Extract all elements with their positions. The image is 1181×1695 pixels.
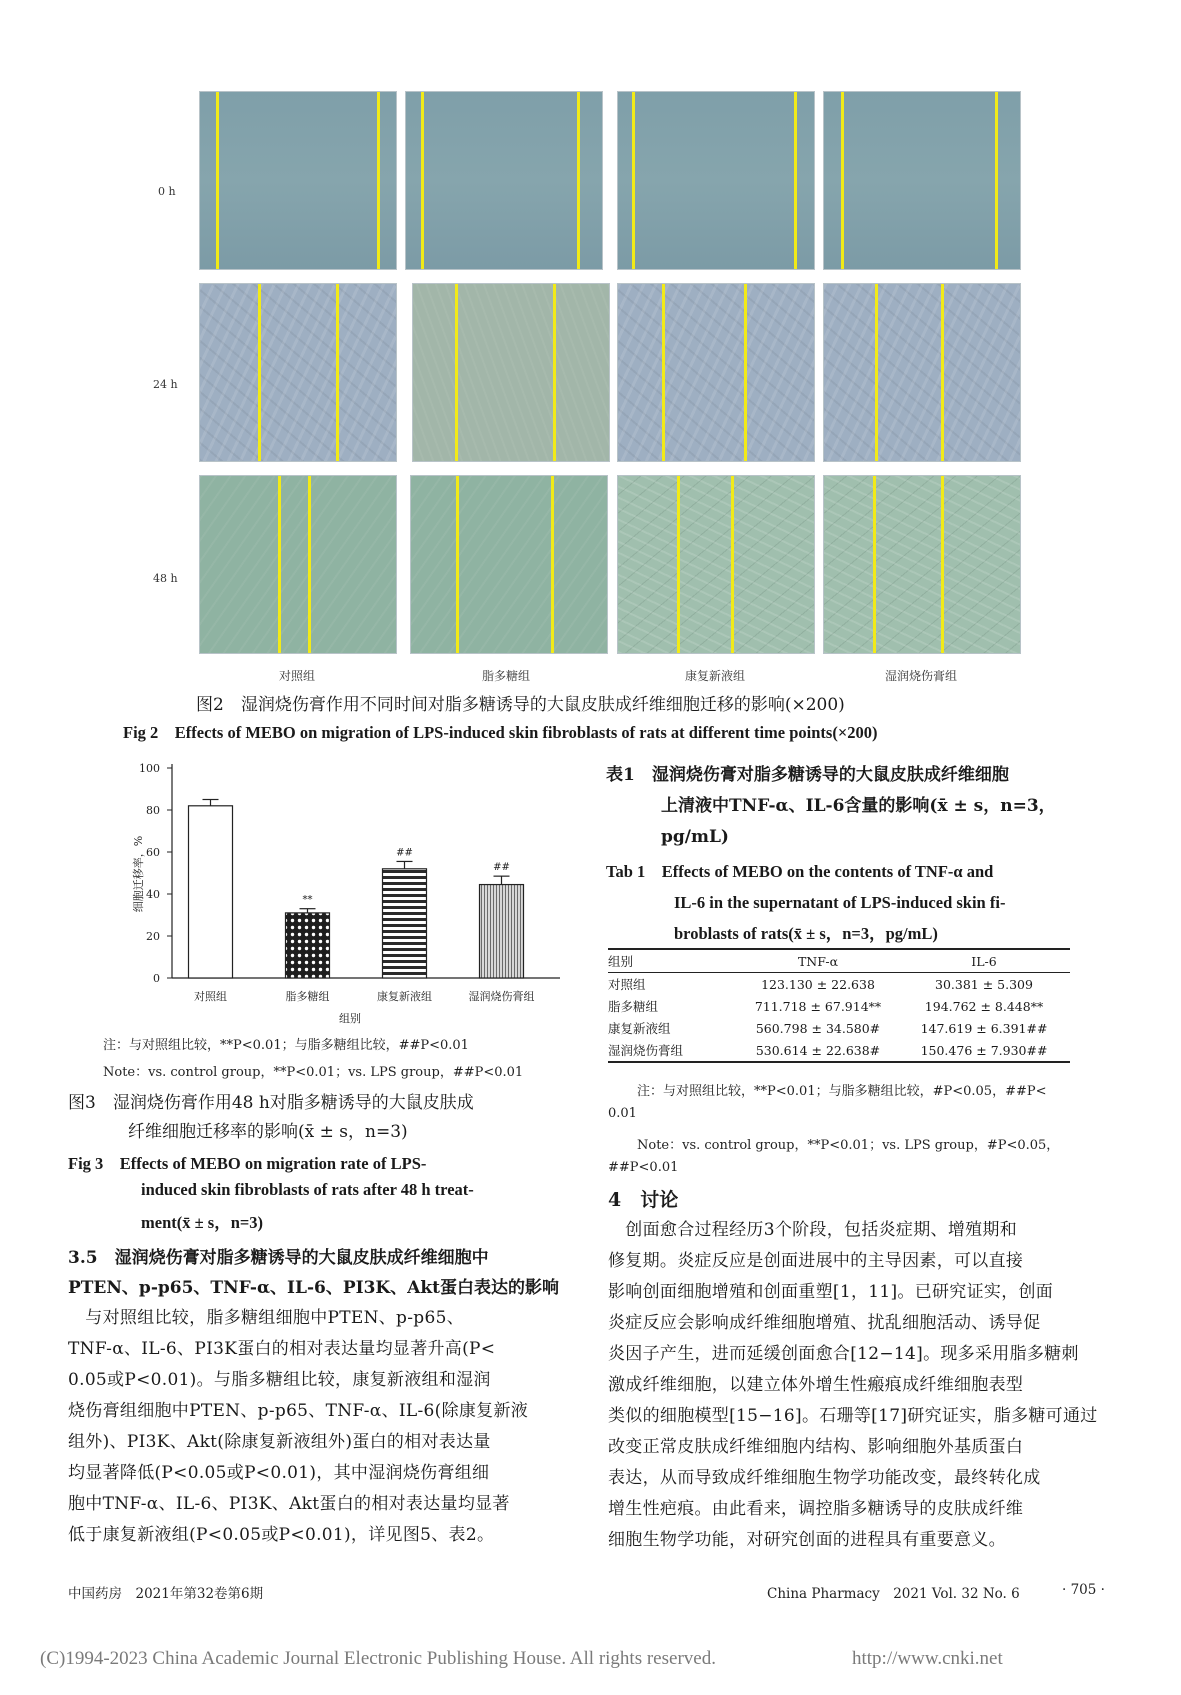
table-row <box>608 973 1070 996</box>
table-1-note-cn-2: 0.01 <box>608 1106 637 1121</box>
figure-3-caption-en-3: ment(x̄ ± s，n=3) <box>141 1213 264 1232</box>
section-4-heading: 4 讨论 <box>608 1189 679 1211</box>
table-1-title-en <box>606 856 1005 949</box>
table-header-group: 组别 <box>608 954 634 969</box>
cnki-link[interactable]: http://www.cnki.net <box>852 1648 1003 1669</box>
paragraph-line: 炎因子产生，进而延缓创面愈合[12−14]。现多采用脂多糖刺 <box>608 1344 1079 1364</box>
micrograph-lps-0h <box>405 91 603 270</box>
paragraph-line: 组外)、PI3K、Akt(除康复新液组外)蛋白的相对表达量 <box>68 1432 491 1452</box>
column-label-control: 对照组 <box>278 669 315 683</box>
row-label-24h: 24 h <box>153 378 178 391</box>
table-1-note-en-2: ##P<0.01 <box>608 1160 679 1175</box>
figure-3-caption-en-1: Fig 3 Effects of MEBO on migration rate of LPS- <box>68 1154 427 1173</box>
paragraph-line: TNF-α、IL-6、PI3K蛋白的相对表达量均显著升高(P< <box>68 1339 496 1359</box>
paragraph-line: 增生性疤痕。由此看来，调控脂多糖诱导的皮肤成纤维 <box>608 1499 1024 1519</box>
micrograph-mebo-48h <box>823 475 1021 654</box>
micrograph-kfx-24h <box>617 283 815 462</box>
micrograph-lps-24h <box>412 283 610 462</box>
paragraph-line: 改变正常皮肤成纤维细胞内结构、影响细胞外基质蛋白 <box>608 1437 1024 1457</box>
copyright-notice: (C)1994-2023 China Academic Journal Electronic Publishing House. All rights reserved. <box>40 1648 716 1669</box>
table-header-il6: IL-6 <box>971 953 997 969</box>
table-cell: 530.614 ± 22.638# <box>755 1042 881 1058</box>
figure-2-caption-en: Fig 2 Effects of MEBO on migration of LPS-induced skin fibroblasts of rats at different time points(×200) <box>123 723 878 742</box>
figure-3-caption-cn-1: 图3 湿润烧伤膏作用48 h对脂多糖诱导的大鼠皮肤成 <box>68 1093 474 1113</box>
table-cell: 150.476 ± 7.930## <box>920 1042 1048 1058</box>
paragraph-line: 创面愈合过程经历3个阶段，包括炎症期、增殖期和 <box>608 1220 1018 1240</box>
x-tick-label: 对照组 <box>194 990 227 1003</box>
footer-page-number: · 705 · <box>1062 1582 1105 1598</box>
table-header-row <box>608 949 1070 973</box>
y-tick-label: 80 <box>146 804 160 817</box>
micrograph-mebo-24h <box>823 283 1021 462</box>
table-1-title-en-line: broblasts of rats(x̄ ± s，n=3，pg/mL) <box>674 924 938 943</box>
x-tick-label: 脂多糖组 <box>285 990 330 1003</box>
paragraph-line: 烧伤膏组细胞中PTEN、p-p65、TNF-α、IL-6(除康复新液 <box>68 1401 529 1421</box>
paragraph-line: 激成纤维细胞，以建立体外增生性瘢痕成纤维细胞表型 <box>608 1375 1024 1395</box>
y-tick-label: 0 <box>153 972 160 985</box>
section-3-5-heading-1: 3.5 湿润烧伤膏对脂多糖诱导的大鼠皮肤成纤维细胞中 <box>68 1248 489 1268</box>
figure-3-caption-cn-2: 纤维细胞迁移率的影响(x̄ ± s，n=3) <box>128 1122 408 1142</box>
table-1-note-en-1: Note：vs. control group，**P<0.01；vs. LPS group，#P<0.05， <box>637 1138 1060 1153</box>
bar <box>286 913 330 978</box>
paragraph-line: 与对照组比较，脂多糖组细胞中PTEN、p-p65、 <box>68 1308 465 1328</box>
x-tick-label: 康复新液组 <box>377 990 432 1003</box>
paragraph-line: 表达，从而导致成纤维细胞生物学功能改变，最终转化成 <box>608 1468 1041 1488</box>
table-1-title-en-line: IL-6 in the supernatant of LPS-induced skin fi- <box>674 893 1006 912</box>
paragraph-line: 炎症反应会影响成纤维细胞增殖、扰乱细胞活动、诱导促 <box>608 1313 1041 1333</box>
micrograph-mebo-0h <box>823 91 1021 270</box>
row-label-0h: 0 h <box>158 185 176 198</box>
micrograph-control-0h <box>199 91 397 270</box>
table-cell: 711.718 ± 67.914** <box>754 998 882 1014</box>
bar <box>189 806 233 978</box>
significance-label: ## <box>396 847 413 859</box>
paragraph-line: 0.05或P<0.01)。与脂多糖组比较，康复新液组和湿润 <box>68 1370 491 1390</box>
section-4-body <box>608 1215 1118 1556</box>
column-label-lps: 脂多糖组 <box>481 669 530 683</box>
paragraph-line: 细胞生物学功能，对研究创面的进程具有重要意义。 <box>608 1530 1006 1550</box>
table-cell: 对照组 <box>608 977 646 992</box>
micrograph-control-24h <box>199 283 397 462</box>
paragraph-line: 类似的细胞模型[15−16]。石珊等[17]研究证实，脂多糖可通过 <box>608 1406 1098 1426</box>
figure-3-caption-en-2: induced skin fibroblasts of rats after 48 h treat- <box>141 1180 474 1199</box>
table-1-title-cn-line: 表1 湿润烧伤膏对脂多糖诱导的大鼠皮肤成纤维细胞 <box>606 765 1009 785</box>
table-cell: 147.619 ± 6.391## <box>920 1020 1048 1036</box>
paragraph-line: 影响创面细胞增殖和创面重塑[1，11]。已研究证实，创面 <box>608 1282 1054 1302</box>
figure-2-caption-cn: 图2 湿润烧伤膏作用不同时间对脂多糖诱导的大鼠皮肤成纤维细胞迁移的影响(×200) <box>196 695 845 715</box>
section-3-5-heading-2: PTEN、p-p65、TNF-α、IL-6、PI3K、Akt蛋白表达的影响 <box>68 1278 559 1298</box>
table-cell: 康复新液组 <box>608 1021 671 1036</box>
table-1-title-en-line: Tab 1 Effects of MEBO on the contents of TNF-α and <box>606 862 994 881</box>
bar <box>480 885 524 978</box>
footer-journal-cn: 中国药房 2021年第32卷第6期 <box>68 1586 264 1602</box>
y-tick-label: 40 <box>146 888 160 901</box>
table-1 <box>608 948 1070 1063</box>
table-row <box>608 995 1070 1017</box>
table-1-note-cn-1: 注：与对照组比较，**P<0.01；与脂多糖组比较，#P<0.05，##P< <box>637 1084 1047 1099</box>
bar <box>383 869 427 978</box>
y-tick-label: 100 <box>139 762 160 775</box>
row-label-48h: 48 h <box>153 572 178 585</box>
y-axis-label: 细胞迁移率，% <box>132 835 145 913</box>
micrograph-kfx-0h <box>617 91 815 270</box>
column-label-mebo: 湿润烧伤膏组 <box>884 669 957 683</box>
figure-3-note-en: Note：vs. control group，**P<0.01；vs. LPS group，##P<0.01 <box>103 1065 524 1080</box>
column-label-kfx: 康复新液组 <box>684 669 745 683</box>
micrograph-control-48h <box>199 475 397 654</box>
x-axis-label: 组别 <box>339 1012 361 1025</box>
micrograph-lps-48h <box>410 475 608 654</box>
table-cell: 湿润烧伤膏组 <box>608 1043 684 1058</box>
table-cell: 560.798 ± 34.580# <box>755 1020 881 1036</box>
figure-3-note-cn: 注：与对照组比较，**P<0.01；与脂多糖组比较，##P<0.01 <box>103 1038 469 1053</box>
table-1-title-cn-line: 上清液中TNF-α、IL-6含量的影响(x̄ ± s，n=3， <box>661 796 1056 816</box>
table-cell: 194.762 ± 8.448** <box>924 998 1044 1014</box>
paragraph-line: 低于康复新液组(P<0.05或P<0.01)，详见图5、表2。 <box>68 1525 495 1545</box>
y-tick-label: 20 <box>146 930 160 943</box>
paragraph-line: 修复期。炎症反应是创面进展中的主导因素，可以直接 <box>608 1251 1024 1271</box>
section-3-5-body <box>68 1303 568 1551</box>
table-1-title-cn-line: pg/mL) <box>661 827 729 847</box>
migration-rate-bar-chart <box>100 756 570 1036</box>
paragraph-line: 均显著降低(P<0.05或P<0.01)，其中湿润烧伤膏组细 <box>68 1463 490 1483</box>
footer-journal-en: China Pharmacy 2021 Vol. 32 No. 6 <box>767 1586 1020 1602</box>
table-cell: 30.381 ± 5.309 <box>935 976 1033 992</box>
table-header-tnf: TNF-α <box>797 953 839 969</box>
table-row <box>608 1017 1070 1039</box>
table-row <box>608 1039 1070 1062</box>
significance-label: ** <box>302 894 313 906</box>
y-tick-label: 60 <box>146 846 160 859</box>
micrograph-kfx-48h <box>617 475 815 654</box>
table-cell: 123.130 ± 22.638 <box>761 976 875 992</box>
x-tick-label: 湿润烧伤膏组 <box>468 990 535 1003</box>
table-1-title-cn <box>606 760 1056 853</box>
significance-label: ## <box>493 862 510 874</box>
paragraph-line: 胞中TNF-α、IL-6、PI3K、Akt蛋白的相对表达量均显著 <box>68 1494 510 1514</box>
table-cell: 脂多糖组 <box>608 999 659 1014</box>
